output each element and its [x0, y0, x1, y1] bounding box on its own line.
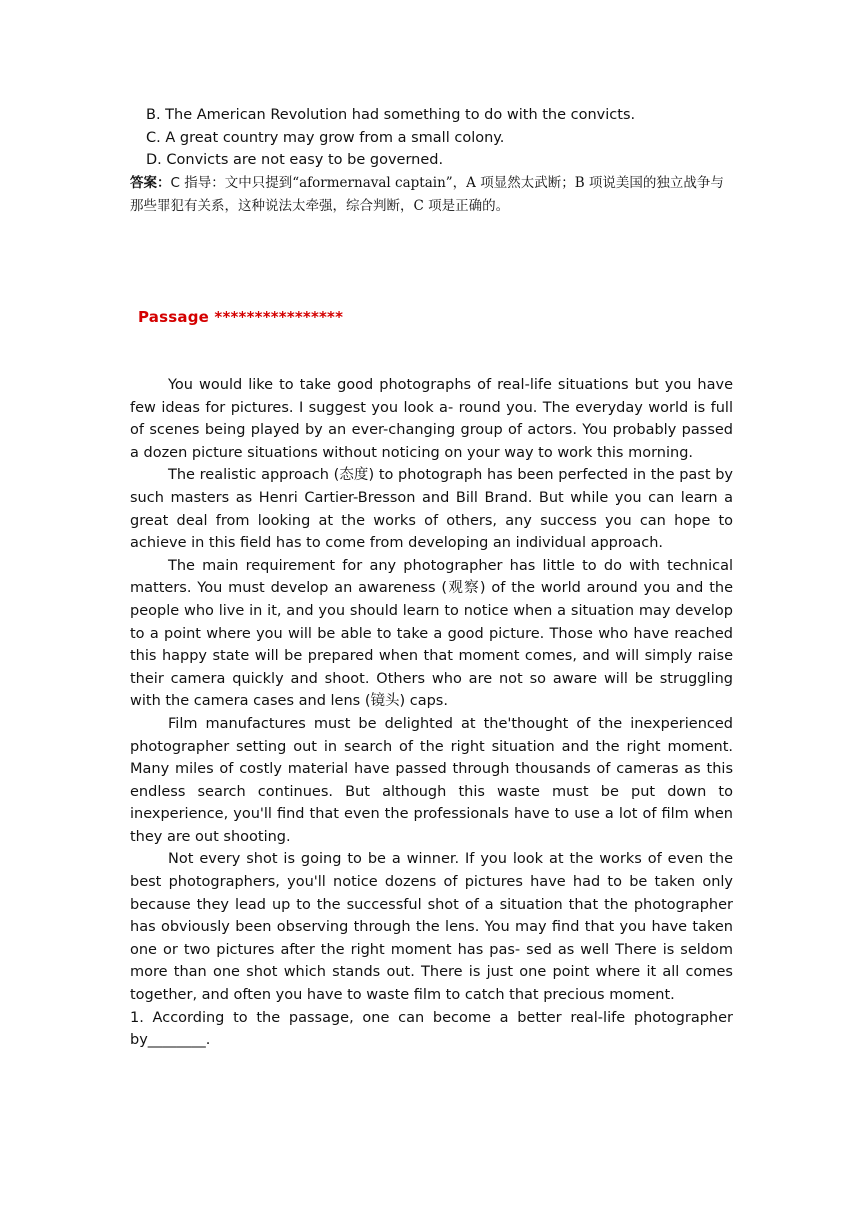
- question-1: 1. According to the passage, one can become a better real-life photographer by________.: [130, 1009, 733, 1049]
- passage-title: Passage ****************: [138, 308, 344, 326]
- previous-question-block: [130, 104, 733, 218]
- paragraph-3: The main requirement for any photographer has little to do with technical matters. You must develop an awareness (观察) of the world around you and the people who live in it, and you should learn to notice when a situation may develop to a point where you will be able to take a good picture. Those who have reached this happy state will be prepared when that moment comes, and will simply raise their camera quickly and shoot. Others who are not so aware will be struggling with the camera cases and lens (镜头) caps.: [130, 557, 733, 710]
- answer-label: 答案：: [130, 174, 171, 191]
- paragraph-2: The realistic approach (态度) to photograph has been perfected in the past by such masters as Henri Cartier-Bresson and Bill Brand. But while you can learn a great deal from looking at the works of others, any success you can hope to achieve in this field has to come from developing an individual approach.: [130, 467, 733, 552]
- option-c: C. A great country may grow from a small colony.: [146, 129, 505, 146]
- paragraph-5: Not every shot is going to be a winner. If you look at the works of even the best photographers, you'll notice dozens of pictures have had to be taken only because they lead up to the successful shot of a situation that the photographer has obviously been observing through the lens. You may find that you have taken one or two pictures after the right moment has pas- sed as well There is seldom more than one shot which stands out. There is just one point where it all comes together, and often you have to waste film to catch that precious moment.: [130, 851, 733, 1004]
- answer-letter: C: [170, 174, 180, 191]
- option-b: B. The American Revolution had something to do with the convicts.: [146, 107, 636, 123]
- answer-explanation: [130, 172, 733, 218]
- paragraph-4: Film manufactures must be delighted at the'thought of the inexperienced photographer setting out in search of the right situation and the right moment. Many miles of costly material have passed through thousands of cameras as this endless search continues. But although this waste must be put down to inexperience, you'll find that even the professionals have to use a lot of film when they are out shooting.: [130, 715, 733, 845]
- answer-text: 指导：文中只提到“aformernaval captain”，A 项显然太武断；B 项说美国的独立战争与那些罪犯有关系，这种说法太牵强，综合判断，C 项是正确的。: [130, 174, 724, 214]
- paragraph-1: You would like to take good photographs of real-life situations but you have few ideas for pictures. I suggest you look a- round you. The everyday world is full of scenes being played by an ever-changing group of actors. You probably passed a dozen picture situations without noticing on your way to work this morning.: [130, 377, 733, 461]
- option-d: D. Convicts are not easy to be governed.: [146, 152, 444, 169]
- passage-body: [130, 374, 733, 1052]
